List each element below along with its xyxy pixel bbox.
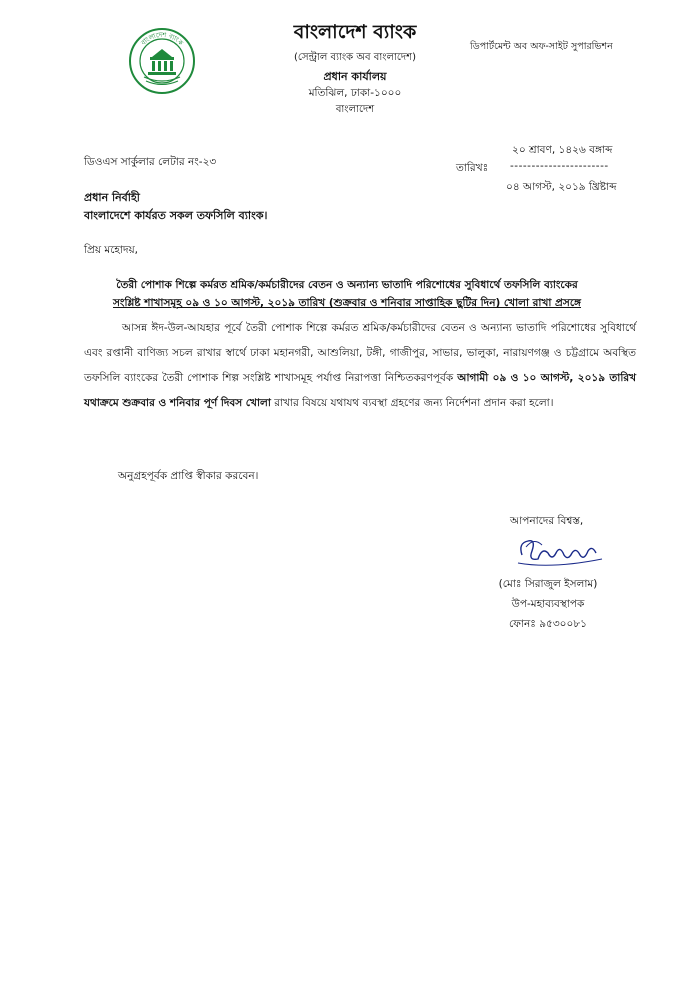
acknowledgement: অনুগ্রহপূর্বক প্রাপ্তি স্বীকার করবেন। <box>118 470 259 482</box>
signatory-title: উপ-মহাব্যবস্থাপক <box>511 598 585 610</box>
subject-line-2-text: সংশ্লিষ্ট শাখাসমূহ ০৯ ও ১০ আগস্ট, ২০১৯ তারিখ (শুক্রবার ও শনিবার সাপ্তাহিক ছুটির দিন) খোলা রাখা প্রসঙ্গে <box>112 297 582 309</box>
office-name: প্রধান কার্যালয় <box>323 70 387 83</box>
bangladesh-bank-logo <box>128 27 196 95</box>
body-text-part1: আসন্ন ঈদ-উল-আযহার পূর্বে তৈরী পোশাক শিল্পে কর্মরত শ্রমিক/কর্মচারীদের বেতন ও অন্যান্য ভাতাদি পরিশোধের সুবিধার্থে এবং রপ্তানী বাণিজ্য সচল রাখার স্বার্থে ঢাকা মহানগরী, আশুলিয়া, টঙ্গী, গাজীপুর, সাভার, ভালুকা, নারায়ণগঞ্জ ও চট্টগ্রামে অবস্থিত তফসিলি ব্যাংকের তৈরী পোশাক শিল্প সংশ্লিষ্ট শাখাসমূহ পর্যাপ্ত নিরাপত্তা নিশ্চিতকরণপূর্বক <box>84 322 636 384</box>
department-name: ডিপার্টমেন্ট অব অফ-সাইট সুপারভিশন <box>470 41 613 52</box>
body-text-bold: আগামী ০৯ ও ১০ আগস্ট, ২০১৯ তারিখ যথাক্রমে শুক্রবার ও শনিবার পূর্ণ দিবস খোলা <box>84 372 636 409</box>
closing: আপনাদের বিশ্বস্ত, <box>510 515 584 527</box>
office-address: মতিঝিল, ঢাকা-১০০০ <box>308 87 402 99</box>
signatory-name: (মোঃ সিরাজুল ইসলাম) <box>498 578 598 590</box>
signature-image <box>512 533 607 573</box>
addressee-org: বাংলাদেশে কার্যরত সকল তফসিলি ব্যাংক। <box>84 209 268 222</box>
signatory-phone: ফোনঃ ৯৫৩০০৮১ <box>509 618 587 630</box>
salutation: প্রিয় মহোদয়, <box>84 244 139 256</box>
logo-text: বাংলাদেশ ব্যাংক <box>139 30 185 47</box>
country: বাংলাদেশ <box>335 104 375 115</box>
date-divider: ----------------------- <box>510 160 609 172</box>
circular-number: ডিওএস সার্কুলার লেটার নং-২৩ <box>84 156 217 168</box>
org-subtitle: (সেন্ট্রাল ব্যাংক অব বাংলাদেশ) <box>294 52 416 63</box>
body-text-part2: রাখার বিষয়ে যথাযথ ব্যবস্থা গ্রহণের জন্য নির্দেশনা প্রদান করা হলো। <box>270 397 554 409</box>
date-label: তারিখঃ <box>456 162 489 174</box>
date-bangla: ২০ শ্রাবণ, ১৪২৬ বঙ্গাব্দ <box>512 144 613 156</box>
subject-line-2 <box>60 296 634 313</box>
body-paragraph <box>84 316 636 416</box>
letter-body <box>84 316 636 416</box>
addressee-title: প্রধান নির্বাহী <box>84 191 140 204</box>
date-english: ০৪ আগস্ট, ২০১৯ খ্রিষ্টাব্দ <box>506 181 617 193</box>
org-name: বাংলাদেশ ব্যাংক <box>293 21 417 43</box>
subject-line-1: তৈরী পোশাক শিল্পে কর্মরত শ্রমিক/কর্মচারীদের বেতন ও অন্যান্য ভাতাদি পরিশোধের সুবিধার্থে তফসিলি ব্যাংকের <box>116 279 578 291</box>
